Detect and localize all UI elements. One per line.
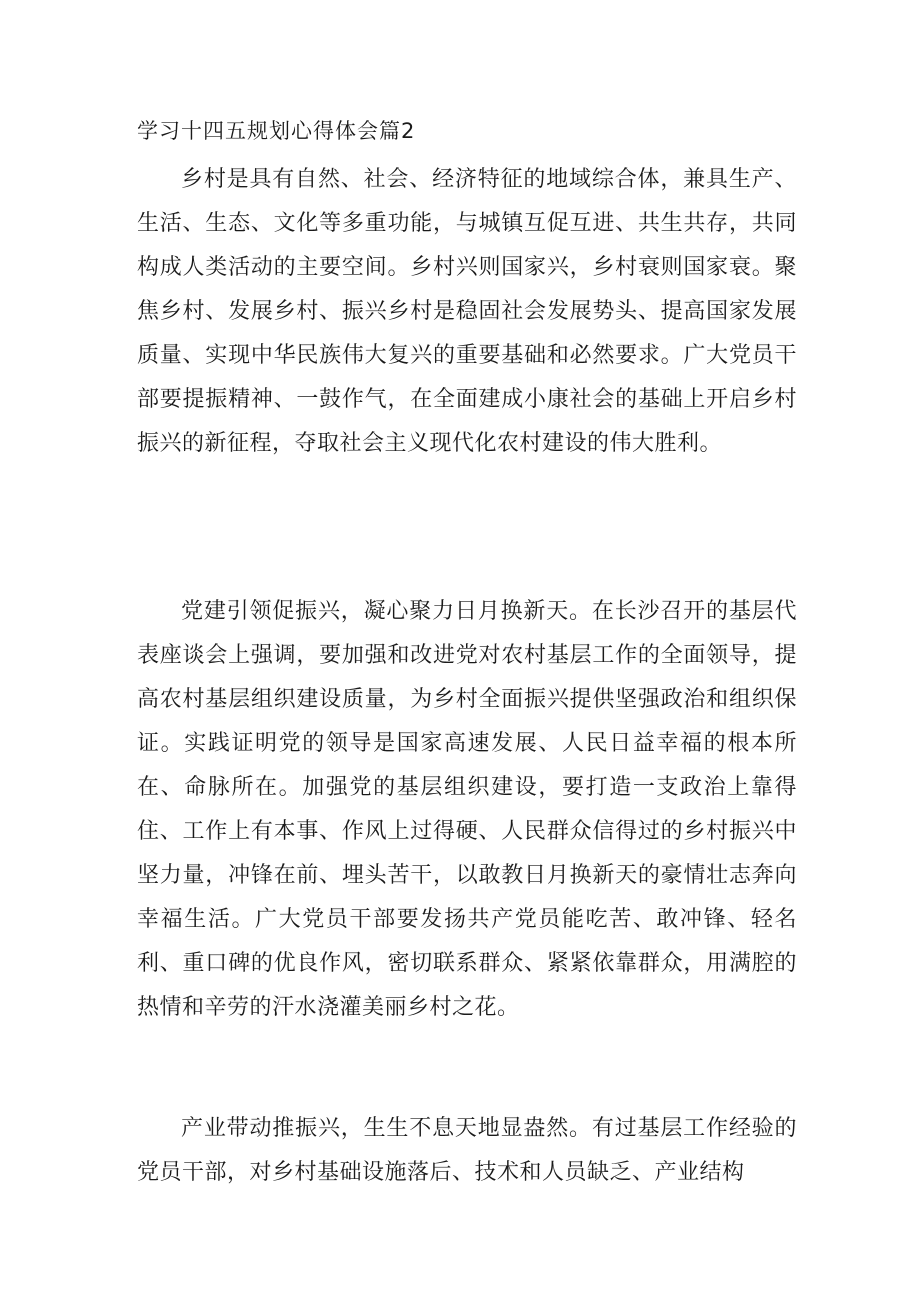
- paragraph-party-building: 党建引领促振兴，凝心聚力日月换新天。在长沙召开的基层代表座谈会上强调，要加强和改进党对农村基层工作的全面领导，提高农村基层组织建设质量，为乡村全面振兴提供坚强政治和组织保证。实践证明党的领导是国家高速发展、人民日益幸福的根本所在、命脉所在。加强党的基层组织建设，要打造一支政治上靠得住、工作上有本事、作风上过得硬、人民群众信得过的乡村振兴中坚力量，冲锋在前、埋头苦干，以敢教日月换新天的豪情壮志奔向幸福生活。广大党员干部要发扬共产党员能吃苦、敢冲锋、轻名利、重口碑的优良作风，密切联系群众、紧紧依靠群众，用满腔的热情和辛劳的汗水浇灌美丽乡村之花。: [137, 599, 797, 1020]
- paragraph-rural-overview: 乡村是具有自然、社会、经济特征的地域综合体，兼具生产、生活、生态、文化等多重功能，与城镇互促互进、共生共存，共同构成人类活动的主要空间。乡村兴则国家兴，乡村衰则国家衰。聚焦乡村、发展乡村、振兴乡村是稳固社会发展势头、提高国家发展质量、实现中华民族伟大复兴的重要基础和必然要求。广大党员干部要提振精神、一鼓作气，在全面建成小康社会的基础上开启乡村振兴的新征程，夺取社会主义现代化农村建设的伟大胜利。: [137, 167, 797, 456]
- paragraph-industry-driven: 产业带动推振兴，生生不息天地显盎然。有过基层工作经验的党员干部，对乡村基础设施落后、技术和人员缺乏、产业结构: [137, 1116, 797, 1185]
- document-title: 学习十四五规划心得体会篇2: [137, 119, 416, 143]
